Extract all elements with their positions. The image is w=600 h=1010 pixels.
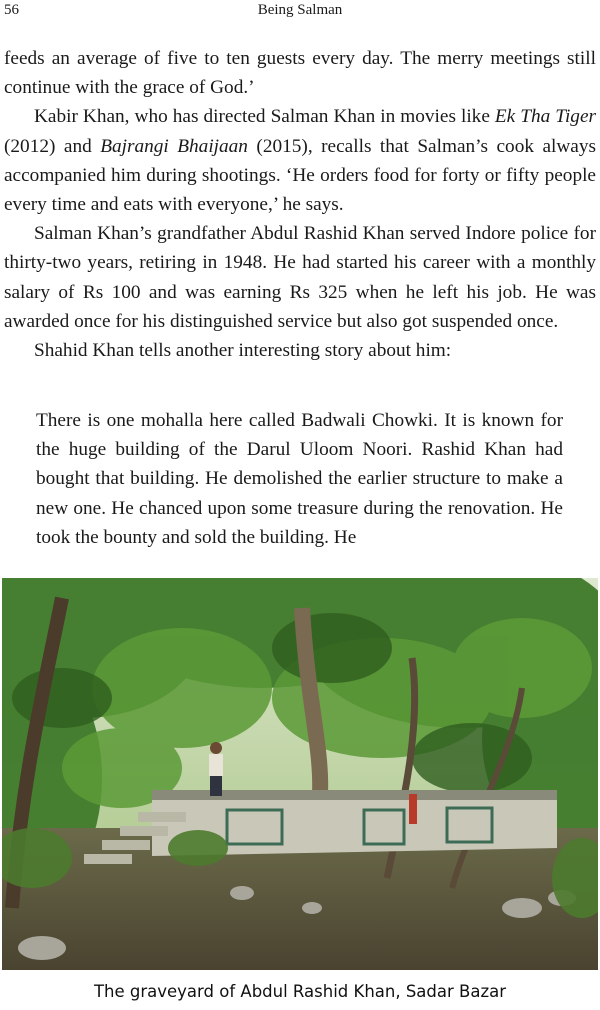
film-title-ek-tha-tiger: Ek Tha Tiger (494, 106, 597, 128)
figure-caption: The graveyard of Abdul Rashid Khan, Sadar Bazar (93, 982, 507, 1001)
paragraph-2 (4, 102, 596, 219)
page-header (0, 0, 600, 26)
body-text (4, 44, 596, 365)
block-quote: There is one mohalla here called Badwali Chowki. It is known for the huge building of the Darul Uloom Noori. Rashid Khan had bought that building. He demolished the earlier structure to make a new one. He chanced upon some treasure during the renovation. He took the bounty and sold the building. He (36, 410, 563, 548)
paragraph-3: Salman Khan’s grandfather Abdul Rashid Khan served Indore police for thirty-two years, retiring in 1948. He had started his career with a monthly salary of Rs 100 and was earning Rs 325 when he left his job. He was awarded once for his distinguished service but also got suspended once. (4, 223, 596, 332)
running-title: Being Salman (257, 2, 343, 18)
paragraph-2-part-a: Kabir Khan, who has directed Salman Khan in movies like (34, 106, 495, 128)
paragraph-4: Shahid Khan tells another interesting story about him: (34, 340, 452, 362)
film-title-bajrangi-bhaijaan: Bajrangi Bhaijaan (100, 135, 248, 157)
paragraph-2-part-c: (2015), recalls that Salman’s cook always accompanied him during shootings. ‘He orders food for forty or fifty people every time and eats with everyone,’ he says. (4, 135, 596, 216)
graveyard-photo (2, 578, 598, 970)
paragraph-2-part-b: (2012) and (4, 135, 101, 157)
paragraph-1: feeds an average of five to ten guests every day. The merry meetings still continue with the grace of God.’ (4, 48, 596, 99)
page-number: 56 (4, 2, 19, 18)
